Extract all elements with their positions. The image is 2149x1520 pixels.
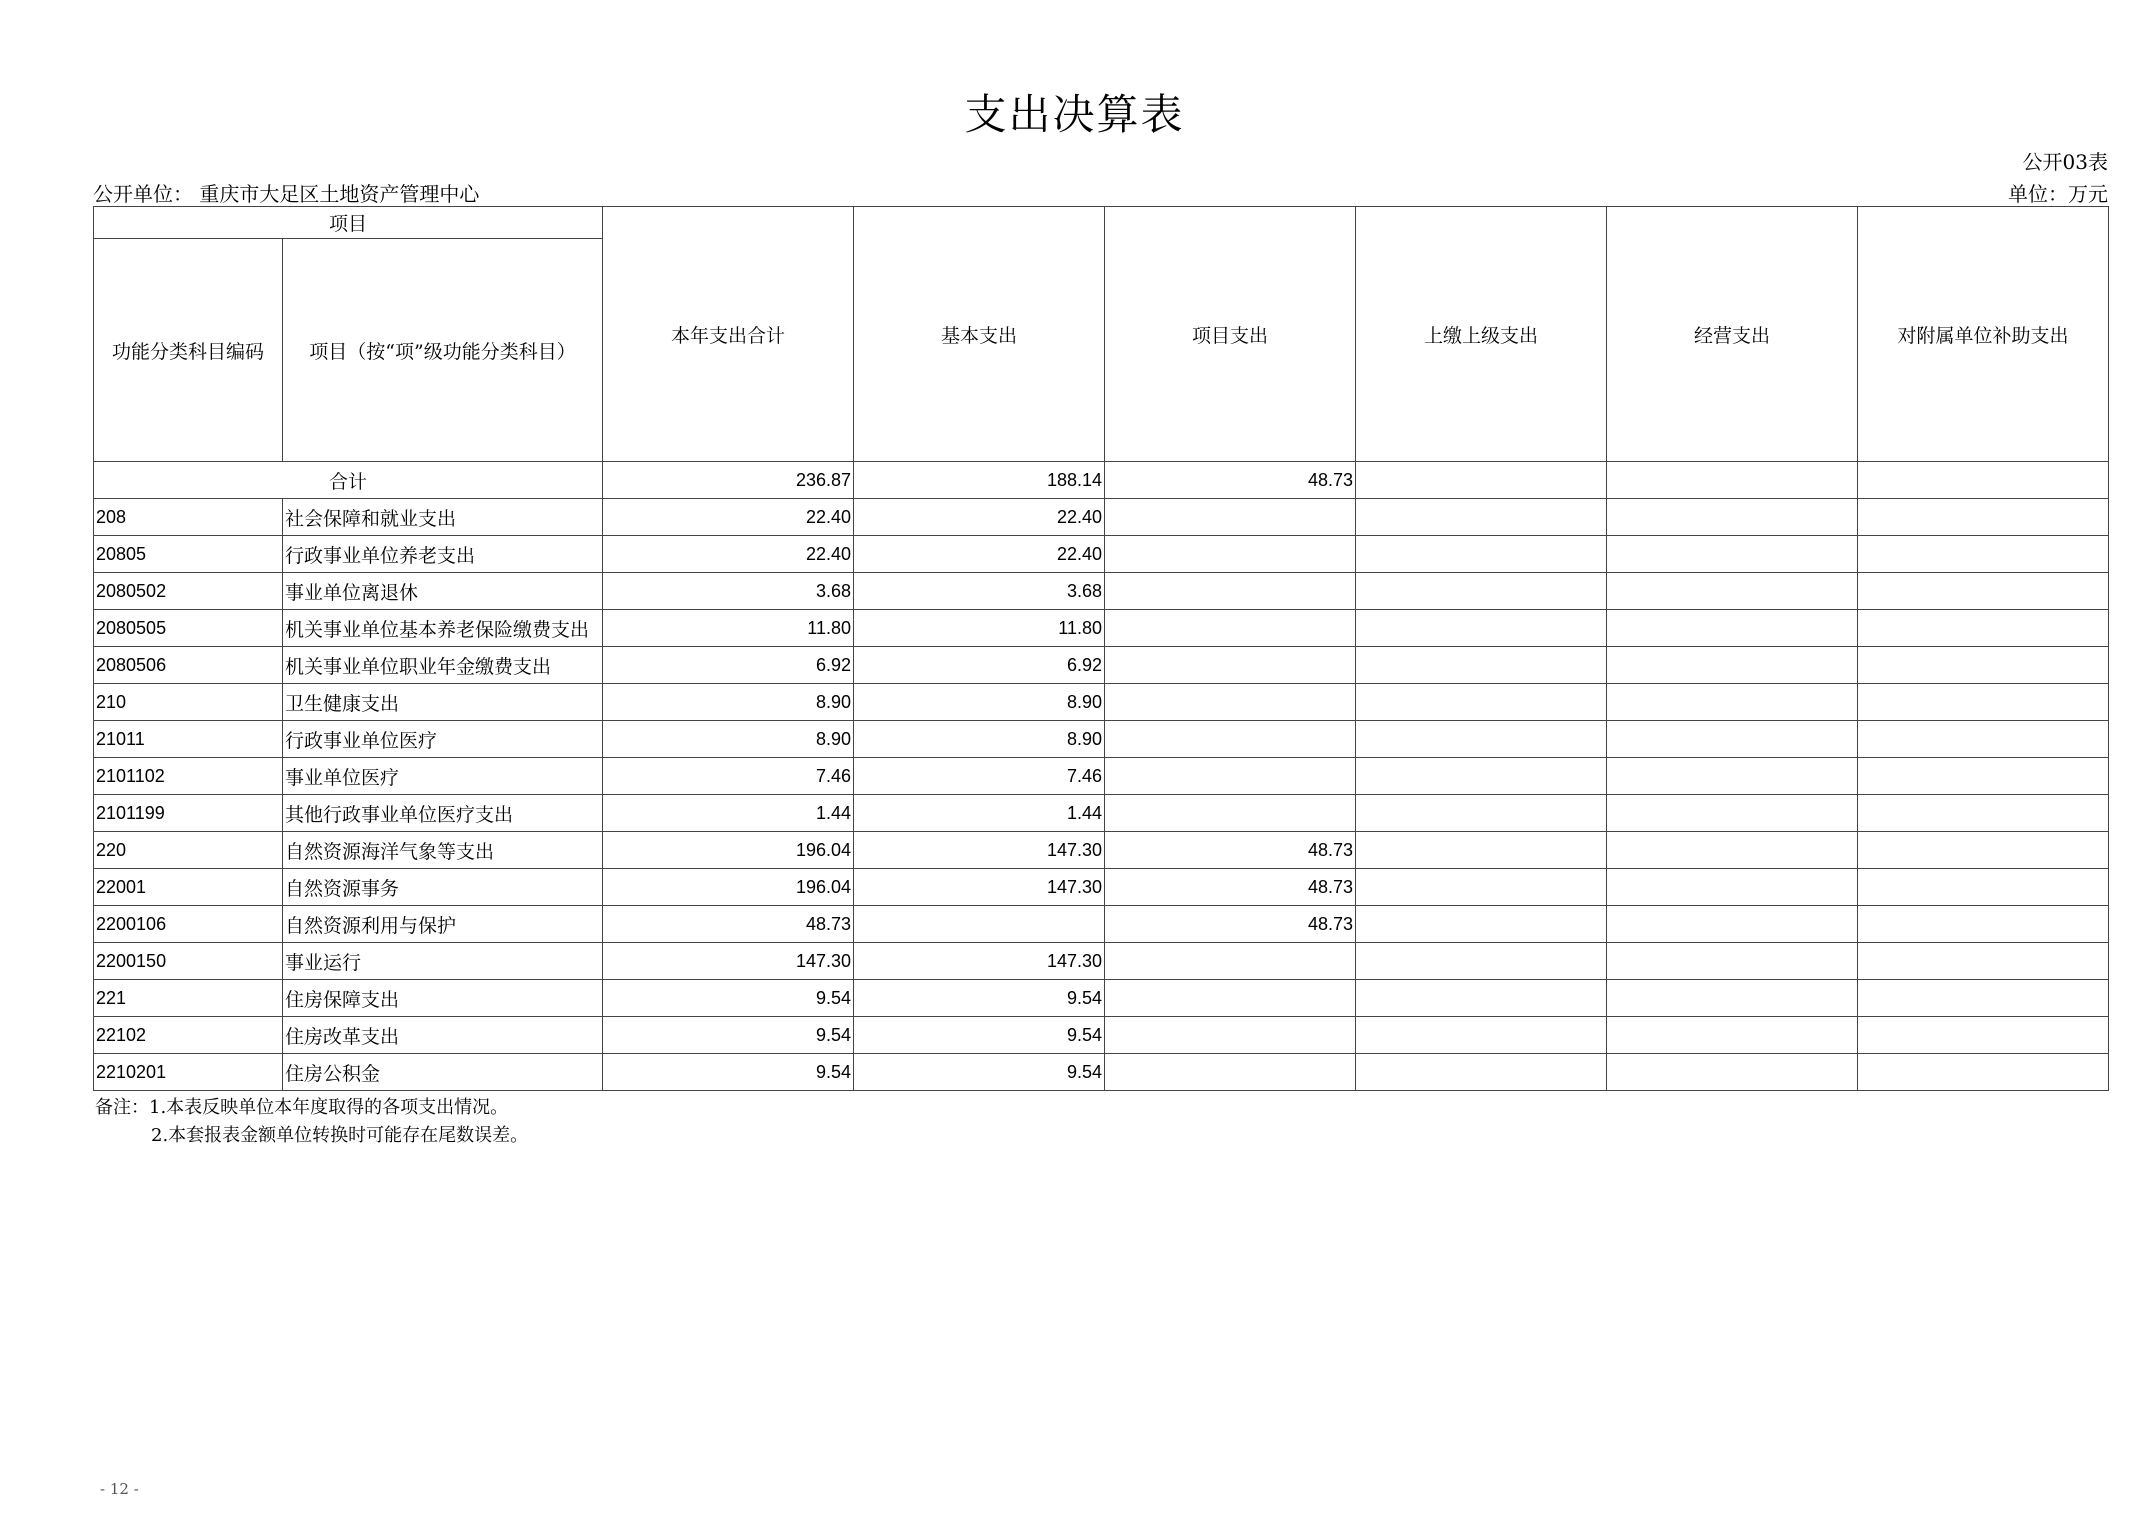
row-code: 2200106 — [94, 906, 283, 943]
row-value — [1858, 684, 2109, 721]
row-value — [1105, 1017, 1356, 1054]
row-value — [1356, 943, 1607, 980]
note-2: 2.本套报表金额单位转换时可能存在尾数误差。 — [151, 1125, 529, 1146]
row-value — [1607, 684, 1858, 721]
row-name: 社会保障和就业支出 — [283, 499, 603, 536]
row-value — [1607, 499, 1858, 536]
row-code: 2080506 — [94, 647, 283, 684]
table-row — [94, 869, 2109, 906]
header-col-remit-upper: 上缴上级支出 — [1356, 207, 1607, 462]
form-code: 公开03表 — [2022, 150, 2108, 174]
currency-unit: 单位：万元 — [2008, 182, 2108, 206]
row-value: 196.04 — [603, 869, 854, 906]
row-code: 221 — [94, 980, 283, 1017]
total-cell: 48.73 — [1105, 462, 1356, 499]
table-row — [94, 943, 2109, 980]
unit-label: 公开单位： — [93, 182, 193, 206]
row-value — [1105, 795, 1356, 832]
row-value — [1858, 721, 2109, 758]
row-value: 9.54 — [603, 980, 854, 1017]
row-value: 6.92 — [603, 647, 854, 684]
header-col-basic: 基本支出 — [854, 207, 1105, 462]
table-row — [94, 610, 2109, 647]
row-value — [1858, 943, 2109, 980]
row-code: 22001 — [94, 869, 283, 906]
total-cell — [1607, 462, 1858, 499]
row-value: 3.68 — [854, 573, 1105, 610]
row-value — [1607, 1054, 1858, 1091]
row-name: 行政事业单位医疗 — [283, 721, 603, 758]
row-value — [1858, 499, 2109, 536]
row-value — [1858, 610, 2109, 647]
page-title: 支出决算表 — [964, 90, 1185, 139]
row-value: 3.68 — [603, 573, 854, 610]
table-body — [94, 462, 2109, 1091]
row-value: 8.90 — [603, 721, 854, 758]
row-name: 其他行政事业单位医疗支出 — [283, 795, 603, 832]
row-code: 208 — [94, 499, 283, 536]
row-value — [1105, 1054, 1356, 1091]
row-value — [1356, 795, 1607, 832]
row-value — [1858, 906, 2109, 943]
header-col-total: 本年支出合计 — [603, 207, 854, 462]
row-value: 147.30 — [854, 943, 1105, 980]
row-value: 9.54 — [603, 1017, 854, 1054]
row-value — [1607, 906, 1858, 943]
table-row — [94, 499, 2109, 536]
row-code: 210 — [94, 684, 283, 721]
row-value — [1858, 758, 2109, 795]
row-code: 2080502 — [94, 573, 283, 610]
row-value — [1105, 980, 1356, 1017]
row-value: 9.54 — [854, 1017, 1105, 1054]
row-value: 7.46 — [603, 758, 854, 795]
row-value — [1356, 1017, 1607, 1054]
row-value: 11.80 — [854, 610, 1105, 647]
total-cell — [1356, 462, 1607, 499]
row-value — [1858, 536, 2109, 573]
row-value — [1356, 499, 1607, 536]
row-value: 1.44 — [854, 795, 1105, 832]
row-value — [1105, 721, 1356, 758]
header-col-subsidy: 对附属单位补助支出 — [1858, 207, 2109, 462]
expenditure-table — [93, 206, 2109, 1091]
table-row — [94, 1054, 2109, 1091]
row-value — [1858, 1017, 2109, 1054]
row-value: 147.30 — [603, 943, 854, 980]
row-value: 9.54 — [854, 1054, 1105, 1091]
row-value — [1607, 832, 1858, 869]
row-value: 48.73 — [1105, 832, 1356, 869]
header-col-project: 项目支出 — [1105, 207, 1356, 462]
row-value — [1607, 869, 1858, 906]
row-value — [1858, 573, 2109, 610]
row-value — [1105, 758, 1356, 795]
row-value — [1356, 610, 1607, 647]
table-row — [94, 721, 2109, 758]
row-code: 2101102 — [94, 758, 283, 795]
row-name: 事业单位离退休 — [283, 573, 603, 610]
note-1: 备注：1.本表反映单位本年度取得的各项支出情况。 — [95, 1097, 509, 1118]
header-project-group: 项目 — [94, 207, 603, 239]
row-value: 9.54 — [854, 980, 1105, 1017]
row-value: 48.73 — [603, 906, 854, 943]
row-value: 8.90 — [854, 721, 1105, 758]
unit-name: 重庆市大足区土地资产管理中心 — [199, 182, 480, 206]
table-row — [94, 536, 2109, 573]
row-value — [1105, 684, 1356, 721]
row-value — [1105, 536, 1356, 573]
row-name: 机关事业单位基本养老保险缴费支出 — [283, 610, 603, 647]
total-label: 合计 — [94, 462, 603, 499]
row-value — [1607, 943, 1858, 980]
row-value — [1105, 647, 1356, 684]
row-code: 2080505 — [94, 610, 283, 647]
row-code: 220 — [94, 832, 283, 869]
row-value — [1105, 573, 1356, 610]
row-value: 48.73 — [1105, 906, 1356, 943]
row-value — [854, 906, 1105, 943]
table-row — [94, 573, 2109, 610]
row-value — [1607, 980, 1858, 1017]
table-row — [94, 906, 2109, 943]
row-value: 6.92 — [854, 647, 1105, 684]
row-value: 8.90 — [854, 684, 1105, 721]
total-cell: 236.87 — [603, 462, 854, 499]
row-name: 自然资源事务 — [283, 869, 603, 906]
row-code: 2210201 — [94, 1054, 283, 1091]
table-row — [94, 1017, 2109, 1054]
row-value: 11.80 — [603, 610, 854, 647]
row-value — [1356, 684, 1607, 721]
row-value — [1356, 758, 1607, 795]
table-row — [94, 795, 2109, 832]
row-value: 22.40 — [603, 536, 854, 573]
row-value: 147.30 — [854, 832, 1105, 869]
row-name: 卫生健康支出 — [283, 684, 603, 721]
row-value — [1607, 610, 1858, 647]
row-value: 22.40 — [603, 499, 854, 536]
row-name: 机关事业单位职业年金缴费支出 — [283, 647, 603, 684]
row-code: 20805 — [94, 536, 283, 573]
row-name: 事业运行 — [283, 943, 603, 980]
row-value — [1607, 758, 1858, 795]
row-name: 住房改革支出 — [283, 1017, 603, 1054]
row-code: 2101199 — [94, 795, 283, 832]
row-value: 22.40 — [854, 499, 1105, 536]
row-value: 1.44 — [603, 795, 854, 832]
page-number: - 12 - — [100, 1480, 139, 1498]
row-value — [1105, 499, 1356, 536]
row-value: 7.46 — [854, 758, 1105, 795]
row-value — [1858, 832, 2109, 869]
row-value — [1858, 647, 2109, 684]
row-value — [1858, 1054, 2109, 1091]
row-value — [1607, 721, 1858, 758]
row-name: 自然资源利用与保护 — [283, 906, 603, 943]
row-value — [1858, 795, 2109, 832]
header-code: 功能分类科目编码 — [94, 239, 283, 462]
row-value — [1607, 795, 1858, 832]
row-value — [1607, 573, 1858, 610]
row-value — [1356, 906, 1607, 943]
row-name: 行政事业单位养老支出 — [283, 536, 603, 573]
row-value: 8.90 — [603, 684, 854, 721]
row-value — [1607, 536, 1858, 573]
table-row — [94, 684, 2109, 721]
row-value — [1356, 647, 1607, 684]
row-value — [1356, 869, 1607, 906]
total-row — [94, 462, 2109, 499]
row-value — [1607, 647, 1858, 684]
row-value — [1356, 1054, 1607, 1091]
row-name: 自然资源海洋气象等支出 — [283, 832, 603, 869]
row-value: 196.04 — [603, 832, 854, 869]
table-row — [94, 758, 2109, 795]
table-row — [94, 647, 2109, 684]
row-value — [1105, 943, 1356, 980]
row-value — [1858, 869, 2109, 906]
row-value: 48.73 — [1105, 869, 1356, 906]
row-value — [1356, 536, 1607, 573]
row-value: 147.30 — [854, 869, 1105, 906]
table-row — [94, 832, 2109, 869]
row-value: 9.54 — [603, 1054, 854, 1091]
row-name: 住房保障支出 — [283, 980, 603, 1017]
row-code: 2200150 — [94, 943, 283, 980]
row-value: 22.40 — [854, 536, 1105, 573]
row-value — [1356, 980, 1607, 1017]
row-value — [1607, 1017, 1858, 1054]
unit-line — [93, 178, 2108, 204]
header-col-operating: 经营支出 — [1607, 207, 1858, 462]
table-row — [94, 980, 2109, 1017]
total-cell: 188.14 — [854, 462, 1105, 499]
header-name: 项目（按“项”级功能分类科目） — [283, 239, 603, 462]
row-value — [1356, 832, 1607, 869]
row-name: 住房公积金 — [283, 1054, 603, 1091]
row-value — [1356, 721, 1607, 758]
row-name: 事业单位医疗 — [283, 758, 603, 795]
row-value — [1105, 610, 1356, 647]
row-value — [1356, 573, 1607, 610]
notes — [95, 1094, 528, 1150]
row-value — [1858, 980, 2109, 1017]
row-code: 22102 — [94, 1017, 283, 1054]
reporting-unit — [93, 178, 479, 207]
row-code: 21011 — [94, 721, 283, 758]
total-cell — [1858, 462, 2109, 499]
